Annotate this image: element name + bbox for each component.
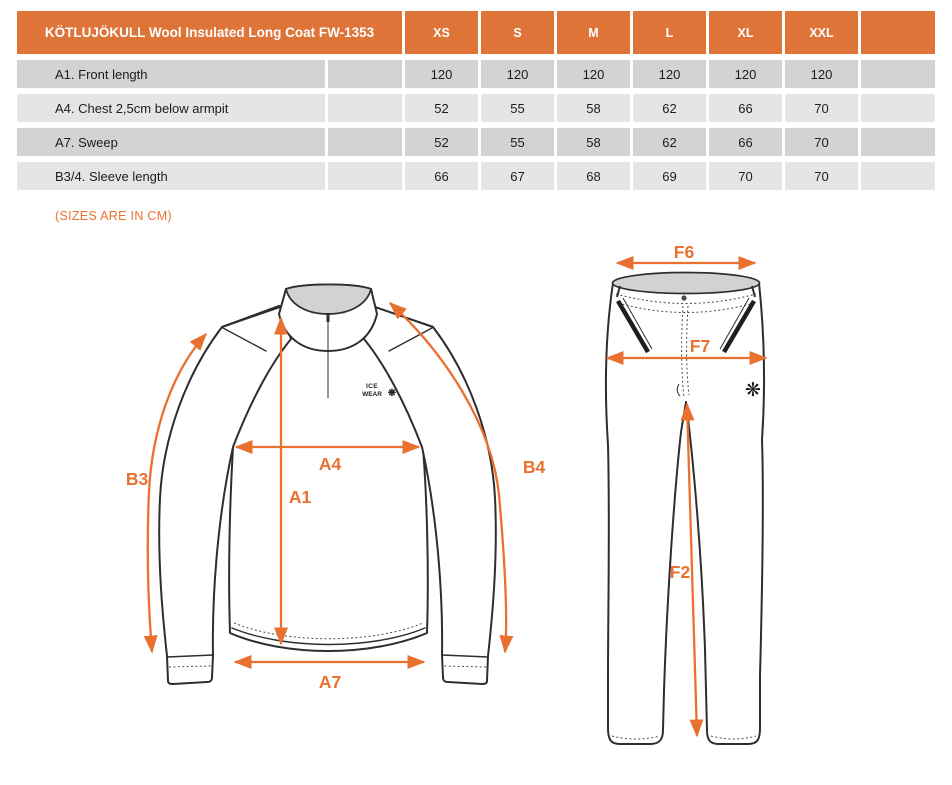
measure-label-a4: A4 [318,454,342,474]
size-value-cell: 120 [633,60,706,88]
size-column-header-l: L [633,11,706,54]
size-value-cell: 52 [405,128,478,156]
size-value-cell: 70 [785,94,858,122]
snowflake-logo-icon: ❋ [745,380,761,401]
row-label: A7. Sweep [17,128,325,156]
row-label: A1. Front length [17,60,325,88]
size-value-cell: 55 [481,128,554,156]
coat-diagram [126,285,546,693]
measure-label-a7: A7 [318,672,342,692]
size-value-cell: 120 [785,60,858,88]
measure-label-f2: F2 [669,562,691,582]
size-value-cell: 58 [557,128,630,156]
size-value-cell: 120 [557,60,630,88]
table-title: KÖTLUJÖKULL Wool Insulated Long Coat FW-1353 [17,11,402,54]
size-value-cell: 70 [785,128,858,156]
size-column-header-m: M [557,11,630,54]
size-value-cell: 62 [633,94,706,122]
measure-label-f7: F7 [689,336,711,356]
size-value-cell: 52 [405,94,478,122]
size-value-cell: 66 [709,128,782,156]
pants-outline [606,275,764,744]
size-column-header-s: S [481,11,554,54]
brand-logo-line1: ICE [365,383,379,390]
size-value-cell: 68 [557,162,630,190]
pants-waist-opening [613,273,760,294]
size-value-cell: 70 [709,162,782,190]
size-value-cell: 120 [405,60,478,88]
row-label: A4. Chest 2,5cm below armpit [17,94,325,122]
size-column-header-xl: XL [709,11,782,54]
measure-label-a1: A1 [288,487,312,507]
size-value-cell: 67 [481,162,554,190]
sizes-unit-note: (SIZES ARE IN CM) [55,209,172,223]
size-column-header-xxl: XXL [785,11,858,54]
snowflake-logo-icon: ❋ [387,388,397,399]
size-value-cell: 55 [481,94,554,122]
size-column-header-xs: XS [405,11,478,54]
measure-label-b4: B4 [522,457,546,477]
measure-label-f6: F6 [673,242,695,262]
size-value-cell: 66 [405,162,478,190]
size-value-cell: 120 [709,60,782,88]
size-value-cell: 58 [557,94,630,122]
size-value-cell: 120 [481,60,554,88]
size-value-cell: 66 [709,94,782,122]
pants-diagram [606,242,766,744]
waist-button [681,295,686,300]
brand-logo-line2: WEAR [362,391,382,398]
size-value-cell: 69 [633,162,706,190]
size-value-cell: 62 [633,128,706,156]
row-label: B3/4. Sleeve length [17,162,325,190]
measure-label-b3: B3 [125,469,149,489]
size-value-cell: 70 [785,162,858,190]
